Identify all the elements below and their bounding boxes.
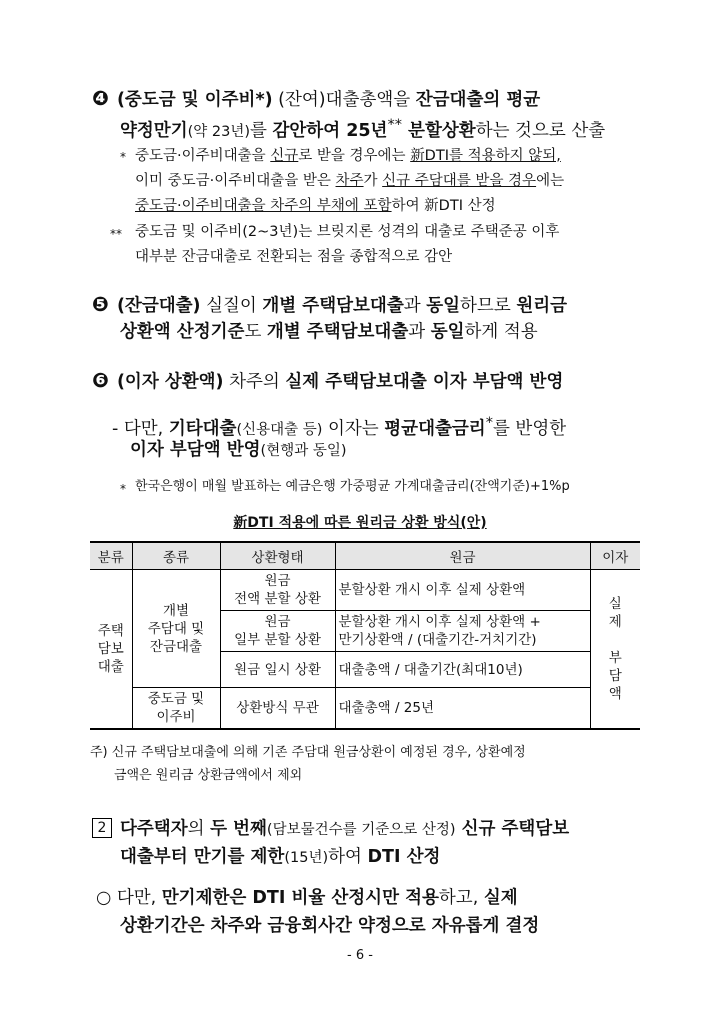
- principal-lump-sum: 대출총액 / 대출기간(최대10년): [335, 652, 590, 688]
- page-number: - 6 -: [347, 948, 373, 963]
- header-category: 분류: [90, 542, 132, 570]
- table-row: [90, 688, 640, 730]
- item-4-number: ❹: [92, 86, 109, 110]
- item-5-line-2: 상환액 산정기준도 개별 주택담보대출과 동일하게 적용: [120, 322, 538, 342]
- interest-cell: 실 제 부 담 액: [590, 570, 640, 730]
- form-lump-sum: 원금 일시 상환: [220, 652, 335, 688]
- item-4-line-2: 약정만기(약 23년)를 감안하여 25년** 분할상환하는 것으로 산출: [120, 117, 606, 141]
- circle-item-line-2: 상환기간은 차주와 금융회사간 약정으로 자유롭게 결정: [120, 916, 540, 936]
- table-footnote: 주) 신규 주택담보대출에 의해 기존 주담대 원금상환이 예정된 경우, 상환예정 금액은 원리금 상환금액에서 제외: [90, 745, 526, 783]
- dash-item: - 다만, 기타대출(신용대출 등) 이자는 평균대출금리*를 반영한: [112, 415, 567, 439]
- item-4: ❹ (중도금 및 이주비*) (잔여)대출총액을 잔금대출의 평균: [92, 86, 541, 110]
- form-partial-installment: 원금 일부 분할 상환: [220, 611, 335, 652]
- note-3: 한국은행이 매월 발표하는 예금은행 가중평균 가계대출금리(잔액기준)+1%p: [135, 479, 570, 494]
- dash-item-line-2: 이자 부담액 반영(현행과 동일): [130, 440, 347, 460]
- section-2: 2 다주택자의 두 번째(담보물건수를 기준으로 산정) 신규 주택담보: [92, 815, 569, 844]
- table-caption: 新DTI 적용에 따른 원리금 상환 방식(안): [233, 515, 487, 531]
- form-any: 상환방식 무관: [220, 688, 335, 730]
- repayment-method-table: [90, 541, 640, 730]
- principal-full-installment: 분할상환 개시 이후 실제 상환액: [335, 570, 590, 611]
- category-cell: 주택 담보 대출: [90, 570, 132, 730]
- item-6: ❻ (이자 상환액) 차주의 실제 주택담보대출 이자 부담액 반영: [92, 368, 564, 392]
- header-type: 종류: [132, 542, 220, 570]
- item-6-number: ❻: [92, 368, 109, 392]
- section-2-line-2: 대출부터 만기를 제한(15년)하여 DTI 산정: [120, 847, 441, 867]
- type-cell-individual: 개별 주담대 및 잔금대출: [132, 570, 220, 688]
- note-2: 중도금 및 이주비(2~3년)는 브릿지론 성격의 대출로 주택준공 이후 대부분 잔금대출로 전환되는 점을 종합적으로 감안: [135, 224, 560, 265]
- section-2-number: 2: [92, 818, 112, 838]
- header-form: 상환형태: [220, 542, 335, 570]
- item-5-number: ❺: [92, 292, 109, 316]
- header-principal: 원금: [335, 542, 590, 570]
- principal-partial-installment: 분할상환 개시 이후 실제 상환액 + 만기상환액 / (대출기간-거치기간): [335, 611, 590, 652]
- header-interest: 이자: [590, 542, 640, 570]
- item-5: ❺ (잔금대출) 실질이 개별 주택담보대출과 동일하므로 원리금: [92, 292, 568, 316]
- circle-item: ○ 다만, 만기제한은 DTI 비율 산정시만 적용하고, 실제: [96, 888, 518, 908]
- table-header-row: [90, 542, 640, 570]
- note-3-mark: *: [120, 482, 126, 496]
- form-full-installment: 원금 전액 분할 상환: [220, 570, 335, 611]
- note-2-mark: **: [110, 227, 122, 241]
- note-1: 중도금·이주비대출을 신규로 받을 경우에는 新DTI를 적용하지 않되, 이미 중도금·이주비대출을 받은 차주가 신규 주담대를 받을 경우에는 중도금·이주비대출을 차주의 부채에 포함하여 新DTI 산정: [135, 148, 565, 214]
- table-row: [90, 570, 640, 611]
- item-4-heading: (중도금 및 이주비*): [116, 90, 273, 110]
- note-1-mark: *: [120, 150, 126, 164]
- item-6-heading: (이자 상환액): [116, 372, 224, 392]
- item-5-heading: (잔금대출): [116, 296, 201, 316]
- type-cell-interim: 중도금 및 이주비: [132, 688, 220, 730]
- principal-25-years: 대출총액 / 25년: [335, 688, 590, 730]
